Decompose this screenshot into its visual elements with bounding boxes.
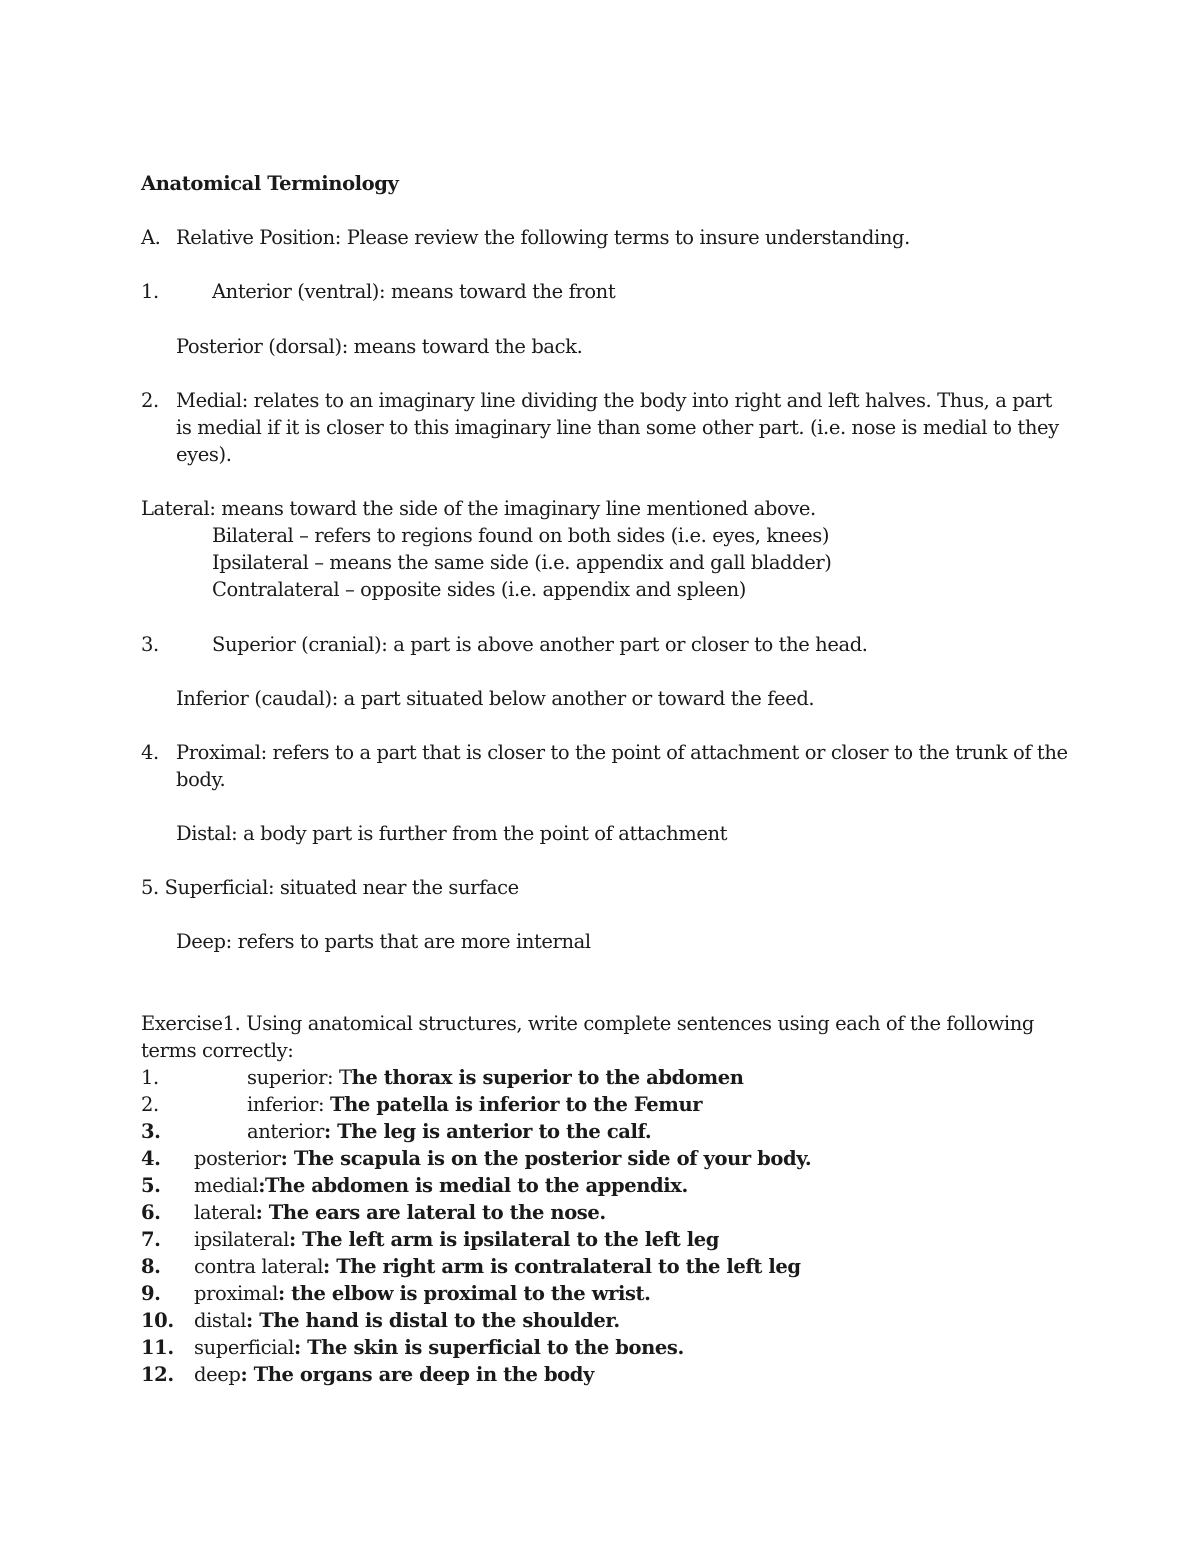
- exercise-item-answer: :The abdomen is medial to the appendix.: [258, 1174, 688, 1197]
- exercise-item-answer: : The scapula is on the posterior side of your body.: [280, 1147, 812, 1170]
- exercise-item-number: 1.: [141, 1066, 159, 1089]
- exercise-item-term: distal: [194, 1309, 247, 1332]
- exercise-item-number: 10.: [141, 1309, 174, 1332]
- lateral-definition: Lateral: means toward the side of the imaginary line mentioned above.: [141, 497, 816, 520]
- inferior-definition: Inferior (caudal): a part situated below another or toward the feed.: [176, 687, 815, 710]
- exercise-item-answer: : The leg is anterior to the calf.: [323, 1120, 652, 1143]
- ipsilateral-definition: Ipsilateral – means the same side (i.e. appendix and gall bladder): [212, 551, 832, 574]
- item-2-number: 2.: [141, 389, 159, 412]
- exercise-item-number: 3.: [141, 1120, 161, 1143]
- exercise-item: [141, 1226, 719, 1253]
- contralateral-definition: Contralateral – opposite sides (i.e. appendix and spleen): [212, 578, 746, 601]
- exercise-item-answer: : the elbow is proximal to the wrist.: [277, 1282, 651, 1305]
- exercise-item-number: 4.: [141, 1147, 161, 1170]
- section-a-text: Relative Position: Please review the following terms to insure understanding.: [176, 226, 910, 249]
- exercise-item-number: 2.: [141, 1093, 159, 1116]
- exercise-item-number: 12.: [141, 1363, 174, 1386]
- exercise-item-number: 11.: [141, 1336, 174, 1359]
- deep-definition: Deep: refers to parts that are more internal: [176, 930, 591, 953]
- exercise-item-number: 9.: [141, 1282, 161, 1305]
- exercise-item-answer: he thorax is superior to the abdomen: [351, 1066, 744, 1089]
- distal-definition: Distal: a body part is further from the point of attachment: [176, 822, 728, 845]
- anterior-definition: Anterior (ventral): means toward the front: [212, 280, 616, 303]
- exercise-item-term: superficial: [194, 1336, 294, 1359]
- exercise-item-answer: : The organs are deep in the body: [240, 1363, 594, 1386]
- medial-definition-line-1: Medial: relates to an imaginary line dividing the body into right and left halves. Thus, a part: [176, 389, 1052, 412]
- exercise-item: [141, 1253, 801, 1280]
- exercise-instructions-line-2: terms correctly:: [141, 1039, 294, 1062]
- exercise-item-answer: : The hand is distal to the shoulder.: [246, 1309, 620, 1332]
- exercise-item-term: superior: T: [247, 1066, 352, 1089]
- exercise-item-number: 6.: [141, 1201, 161, 1224]
- exercise-item: [141, 1280, 651, 1307]
- exercise-item-term: lateral: [194, 1201, 256, 1224]
- exercise-item-number: 5.: [141, 1174, 161, 1197]
- bilateral-definition: Bilateral – refers to regions found on both sides (i.e. eyes, knees): [212, 524, 830, 547]
- proximal-definition-line-2: body.: [176, 768, 226, 791]
- superficial-definition: 5. Superficial: situated near the surface: [141, 876, 519, 899]
- exercise-instructions-line-1: Exercise1. Using anatomical structures, write complete sentences using each of the following: [141, 1012, 1034, 1035]
- exercise-item: [141, 1118, 652, 1145]
- item-4-number: 4.: [141, 741, 159, 764]
- exercise-item: [141, 1172, 688, 1199]
- exercise-item-answer: : The left arm is ipsilateral to the left leg: [289, 1228, 719, 1251]
- item-1-number: 1.: [141, 280, 159, 303]
- exercise-item-answer: The patella is inferior to the Femur: [329, 1093, 703, 1116]
- item-3-number: 3.: [141, 633, 159, 656]
- exercise-item-term: inferior:: [247, 1093, 330, 1116]
- exercise-item-term: anterior: [247, 1120, 324, 1143]
- superior-definition: Superior (cranial): a part is above another part or closer to the head.: [212, 633, 868, 656]
- exercise-item-answer: : The ears are lateral to the nose.: [255, 1201, 606, 1224]
- exercise-item-number: 7.: [141, 1228, 161, 1251]
- page-title: Anatomical Terminology: [141, 172, 399, 195]
- exercise-item-answer: : The right arm is contralateral to the left leg: [323, 1255, 801, 1278]
- posterior-definition: Posterior (dorsal): means toward the back.: [176, 335, 583, 358]
- exercise-item: [141, 1307, 620, 1334]
- exercise-item: [141, 1361, 594, 1388]
- proximal-definition-line-1: Proximal: refers to a part that is closer to the point of attachment or closer to the trunk of the: [176, 741, 1068, 764]
- section-a-letter: A.: [141, 226, 161, 249]
- exercise-item-number: 8.: [141, 1255, 161, 1278]
- exercise-item-term: medial: [194, 1174, 259, 1197]
- exercise-item: [141, 1145, 812, 1172]
- exercise-item-term: ipsilateral: [194, 1228, 289, 1251]
- medial-definition-line-3: eyes).: [176, 443, 232, 466]
- exercise-item: [141, 1091, 703, 1118]
- exercise-item-answer: : The skin is superficial to the bones.: [293, 1336, 684, 1359]
- exercise-item-term: deep: [194, 1363, 241, 1386]
- exercise-item: [141, 1064, 744, 1091]
- medial-definition-line-2: is medial if it is closer to this imaginary line than some other part. (i.e. nose is medial to they: [176, 416, 1059, 439]
- exercise-item-term: contra lateral: [194, 1255, 324, 1278]
- exercise-item-term: proximal: [194, 1282, 278, 1305]
- exercise-item: [141, 1199, 606, 1226]
- exercise-item-term: posterior: [194, 1147, 281, 1170]
- exercise-item: [141, 1334, 684, 1361]
